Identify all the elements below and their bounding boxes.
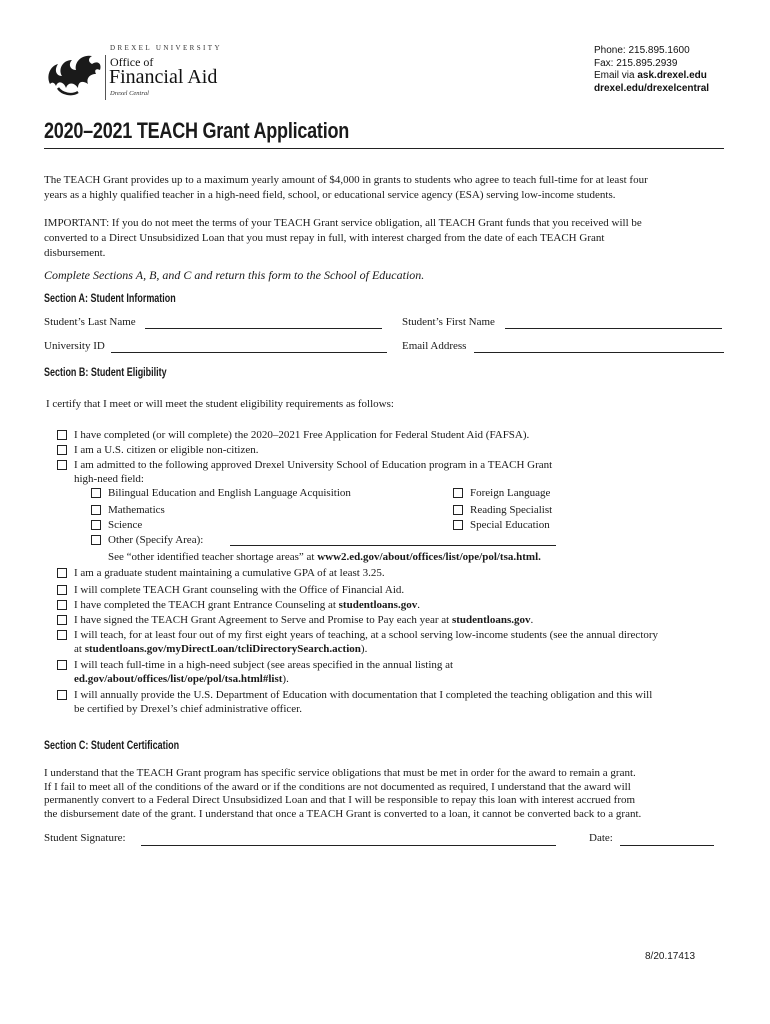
signature-label: Student Signature:: [44, 832, 126, 844]
agreement-link[interactable]: studentloans.gov: [451, 614, 531, 626]
title-divider: [44, 148, 724, 149]
certification-line: the disbursement date of the grant. I understand that once a TEACH Grant is converted to a loan, it cannot be converted back to a grant.: [44, 807, 642, 820]
financial-aid-label: Financial Aid: [109, 66, 218, 88]
email-line: [594, 70, 709, 83]
tsa-list-link[interactable]: ed.gov/about/offices/list/ope/pol/tsa.html#list: [74, 673, 283, 685]
first-name-label: Student’s First Name: [402, 316, 495, 328]
signature-field[interactable]: [141, 845, 556, 846]
annual-line: be certified by Drexel’s chief administrative officer.: [74, 703, 302, 715]
entrance-counseling-checkbox[interactable]: [57, 600, 67, 610]
entrance-text: I have completed the TEACH grant Entrance Counseling at: [74, 599, 339, 611]
admitted-text: [74, 458, 552, 486]
intro-line: The TEACH Grant provides up to a maximum yearly amount of $4,000 in grants to students who agree to teach full-time for at least four: [44, 174, 648, 186]
counseling-text: I will complete TEACH Grant counseling with the Office of Financial Aid.: [74, 584, 405, 596]
reading-specialist-label: Reading Specialist: [470, 504, 553, 516]
fax: Fax: 215.895.2939: [594, 57, 678, 69]
fafsa-checkbox[interactable]: [57, 430, 67, 440]
teach-fulltime-text: [74, 658, 453, 686]
teach4-prefix: at: [74, 643, 85, 655]
date-label: Date:: [589, 832, 613, 844]
admitted-line: I am admitted to the following approved Drexel University School of Education program in a TEACH Grant: [74, 459, 553, 471]
citizen-checkbox[interactable]: [57, 445, 67, 455]
citizen-text: I am a U.S. citizen or eligible non-citizen.: [74, 444, 259, 456]
teach-low-income-line: I will teach, for at least four out of my first eight years of teaching, at a school serving low-income students (see the annual directory: [74, 629, 659, 641]
entrance-counseling-text: [74, 598, 420, 612]
certification-line: If I fail to meet all of the conditions of the award or if the conditions are not documented as required, I understand that the award will: [44, 780, 631, 793]
directory-link[interactable]: studentloans.gov/myDirectLoan/tcliDirectorySearch.action: [84, 643, 361, 655]
teach-low-income-text: [74, 628, 658, 656]
important-paragraph: [44, 216, 734, 261]
fafsa-text: I have completed (or will complete) the 2020–2021 Free Application for Federal Student Aid (FAFSA).: [74, 429, 530, 441]
certify-text: I certify that I meet or will meet the student eligibility requirements as follows:: [46, 398, 394, 410]
agreement-suffix: .: [530, 614, 534, 626]
office-of-label: Office of: [110, 55, 154, 69]
email-link[interactable]: ask.drexel.edu: [637, 70, 707, 81]
special-education-label: Special Education: [470, 519, 550, 531]
fulltime-suffix: ).: [282, 673, 289, 685]
instruction-text: Complete Sections A, B, and C and return this form to the School of Education.: [44, 268, 425, 282]
teach4-suffix: ).: [360, 643, 368, 655]
contact-info: [594, 45, 709, 95]
important-line: IMPORTANT: If you do not meet the terms of your TEACH Grant service obligation, all TEACH Grant funds that you received will be: [44, 217, 642, 229]
certification-line: permanently convert to a Federal Direct Unsubsidized Loan and that I will be responsible to repay this loan with interest accrued from: [44, 794, 636, 806]
email-label: Email Address: [402, 340, 467, 352]
admitted-checkbox[interactable]: [57, 460, 67, 470]
last-name-field[interactable]: [145, 328, 382, 329]
annual-documentation-checkbox[interactable]: [57, 690, 67, 700]
first-name-field[interactable]: [505, 328, 722, 329]
shortage-areas-link[interactable]: www2.ed.gov/about/offices/list/ope/pol/tsa.html.: [317, 551, 541, 563]
important-line: disbursement.: [44, 247, 106, 259]
teach-fulltime-checkbox[interactable]: [57, 660, 67, 670]
other-area-checkbox[interactable]: [91, 535, 101, 545]
email-prefix: Email via: [594, 70, 638, 81]
agreement-checkbox[interactable]: [57, 615, 67, 625]
section-b-heading: Section B: Student Eligibility: [44, 367, 167, 379]
other-area-field[interactable]: [230, 545, 556, 546]
university-name: DREXEL UNIVERSITY: [110, 44, 222, 52]
certification-paragraph: [44, 767, 734, 821]
admitted-line: high-need field:: [74, 473, 144, 485]
phone: Phone: 215.895.1600: [594, 45, 690, 56]
science-label: Science: [108, 519, 143, 531]
mathematics-label: Mathematics: [108, 504, 165, 516]
bilingual-checkbox[interactable]: [91, 488, 101, 498]
special-education-checkbox[interactable]: [453, 520, 463, 530]
entrance-link[interactable]: studentloans.gov: [338, 599, 418, 611]
foreign-language-checkbox[interactable]: [453, 488, 463, 498]
important-line: converted to a Direct Unsubsidized Loan that you must repay in full, with interest charged from the date of each TEACH Grant: [44, 232, 605, 244]
drexel-central-link[interactable]: drexel.edu/drexelcentral: [594, 82, 710, 94]
agreement-text: [74, 613, 533, 627]
graduate-checkbox[interactable]: [57, 568, 67, 578]
date-field[interactable]: [620, 845, 714, 846]
section-a-heading: Section A: Student Information: [44, 293, 176, 305]
logo-divider: [105, 55, 106, 100]
email-field[interactable]: [474, 352, 724, 353]
foreign-language-label: Foreign Language: [470, 487, 551, 499]
page-title: 2020–2021 TEACH Grant Application: [44, 118, 350, 143]
annual-documentation-text: [74, 688, 652, 716]
mathematics-checkbox[interactable]: [91, 505, 101, 515]
intro-paragraph: [44, 173, 734, 203]
teach-fulltime-line: I will teach full-time in a high-need subject (see areas specified in the annual listing at: [74, 659, 454, 671]
other-area-label: Other (Specify Area):: [108, 534, 204, 546]
last-name-label: Student’s Last Name: [44, 316, 136, 328]
certification-line: I understand that the TEACH Grant program has specific service obligations that must be met in order for the award to remain a grant.: [44, 767, 636, 779]
teach-low-income-checkbox[interactable]: [57, 630, 67, 640]
annual-line: I will annually provide the U.S. Department of Education with documentation that I completed the teaching obligation and this will: [74, 689, 653, 701]
reading-specialist-checkbox[interactable]: [453, 505, 463, 515]
entrance-suffix: .: [417, 599, 420, 611]
university-id-label: University ID: [44, 340, 105, 352]
section-c-heading: Section C: Student Certification: [44, 740, 180, 752]
drexel-central-label: Drexel Central: [110, 90, 149, 97]
agreement-prefix: I have signed the TEACH Grant Agreement to Serve and Promise to Pay each year at: [74, 614, 452, 626]
shortage-areas-note: [108, 550, 541, 564]
counseling-checkbox[interactable]: [57, 585, 67, 595]
dragon-icon: [44, 48, 106, 98]
graduate-text: I am a graduate student maintaining a cumulative GPA of at least 3.25.: [74, 567, 385, 579]
shortage-note-text: See “other identified teacher shortage areas” at: [108, 551, 318, 563]
form-code: 8/20.17413: [645, 951, 696, 962]
intro-line: years as a highly qualified teacher in a high-need field, school, or educational service agency (ESA) serving low-income students.: [44, 189, 616, 201]
university-id-field[interactable]: [111, 352, 387, 353]
bilingual-label: Bilingual Education and English Language Acquisition: [108, 487, 351, 499]
science-checkbox[interactable]: [91, 520, 101, 530]
